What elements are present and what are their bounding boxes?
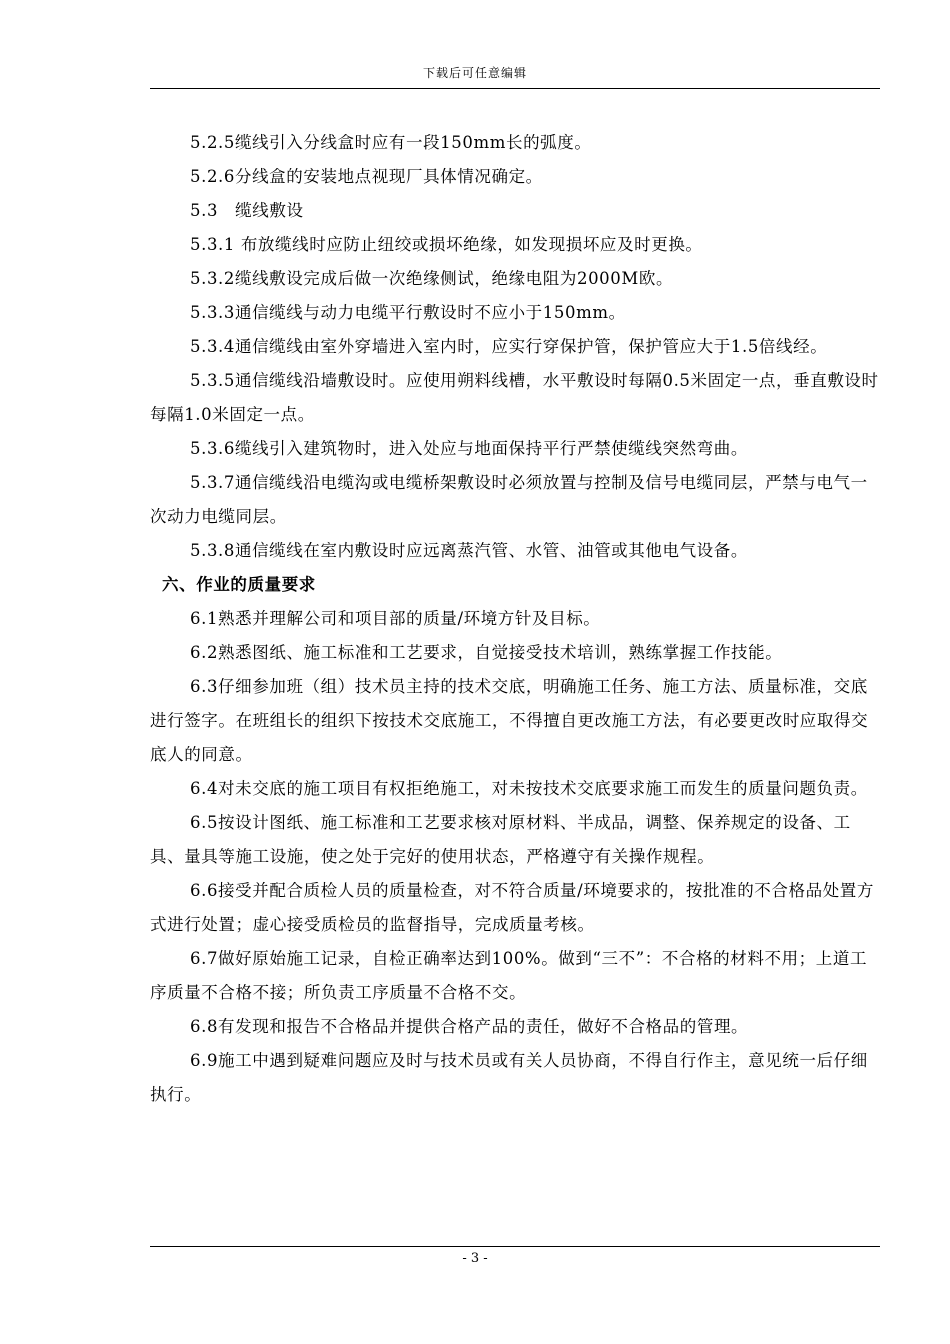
paragraph: 5.2.6分线盒的安装地点视现厂具体情况确定。 [190,167,543,186]
paragraph: 6.4对未交底的施工项目有权拒绝施工，对未按技术交底要求施工而发生的质量问题负责。 [190,779,868,798]
paragraph: 5.3.5通信缆线沿墙敷设时。应使用朔料线槽，水平敷设时每隔0.5米固定一点，垂直敷设时每隔1.0米固定一点。 [150,371,879,424]
section-heading: 六、作业的质量要求 [162,575,316,594]
paragraph: 6.8有发现和报告不合格品并提供合格产品的责任，做好不合格品的管理。 [190,1017,749,1036]
paragraph: 5.3.7通信缆线沿电缆沟或电缆桥架敷设时必须放置与控制及信号电缆同层，严禁与电气一次动力电缆同层。 [150,473,868,526]
paragraph: 5.3.4通信缆线由室外穿墙进入室内时，应实行穿保护管，保护管应大于1.5倍线经。 [190,337,828,356]
paragraph: 6.7做好原始施工记录，自检正确率达到100%。做到“三不”：不合格的材料不用；上道工序质量不合格不接；所负责工序质量不合格不交。 [150,949,868,1002]
header-note: 下载后可任意编辑 [422,66,527,80]
paragraph: 6.5按设计图纸、施工标准和工艺要求核对原材料、半成品，调整、保养规定的设备、工具、量具等施工设施，使之处于完好的使用状态，严格遵守有关操作规程。 [150,813,851,866]
header-divider [150,88,880,89]
paragraph: 5.3.2缆线敷设完成后做一次绝缘侧试，绝缘电阻为2000M欧。 [190,269,674,288]
paragraph: 6.1熟悉并理解公司和项目部的质量/环境方针及目标。 [190,609,601,628]
paragraph: 5.3.8通信缆线在室内敷设时应远离蒸汽管、水管、油管或其他电气设备。 [190,541,748,560]
footer-divider [150,1246,880,1247]
paragraph: 6.6接受并配合质检人员的质量检查，对不符合质量/环境要求的，按批准的不合格品处置方式进行处置；虚心接受质检员的监督指导，完成质量考核。 [150,881,874,934]
paragraph: 6.3仔细参加班（组）技术员主持的技术交底，明确施工任务、施工方法、质量标准，交底进行签字。在班组长的组织下按技术交底施工，不得擅自更改施工方法，有必要更改时应取得交底人的同意。 [150,677,869,764]
section-subheading: 5.3 缆线敷设 [190,201,304,220]
document-body [150,126,880,1112]
paragraph: 5.3.3通信缆线与动力电缆平行敷设时不应小于150mm。 [190,303,626,322]
paragraph: 5.3.6缆线引入建筑物时，进入处应与地面保持平行严禁使缆线突然弯曲。 [190,439,748,458]
page-number: - 3 - [462,1251,488,1266]
paragraph: 5.2.5缆线引入分线盒时应有一段150mm长的弧度。 [190,133,592,152]
paragraph: 6.2熟悉图纸、施工标准和工艺要求，自觉接受技术培训，熟练掌握工作技能。 [190,643,783,662]
paragraph: 5.3.1 布放缆线时应防止纽绞或损坏绝缘，如发现损坏应及时更换。 [190,235,703,254]
paragraph: 6.9施工中遇到疑难问题应及时与技术员或有关人员协商，不得自行作主，意见统一后仔细执行。 [150,1051,868,1104]
